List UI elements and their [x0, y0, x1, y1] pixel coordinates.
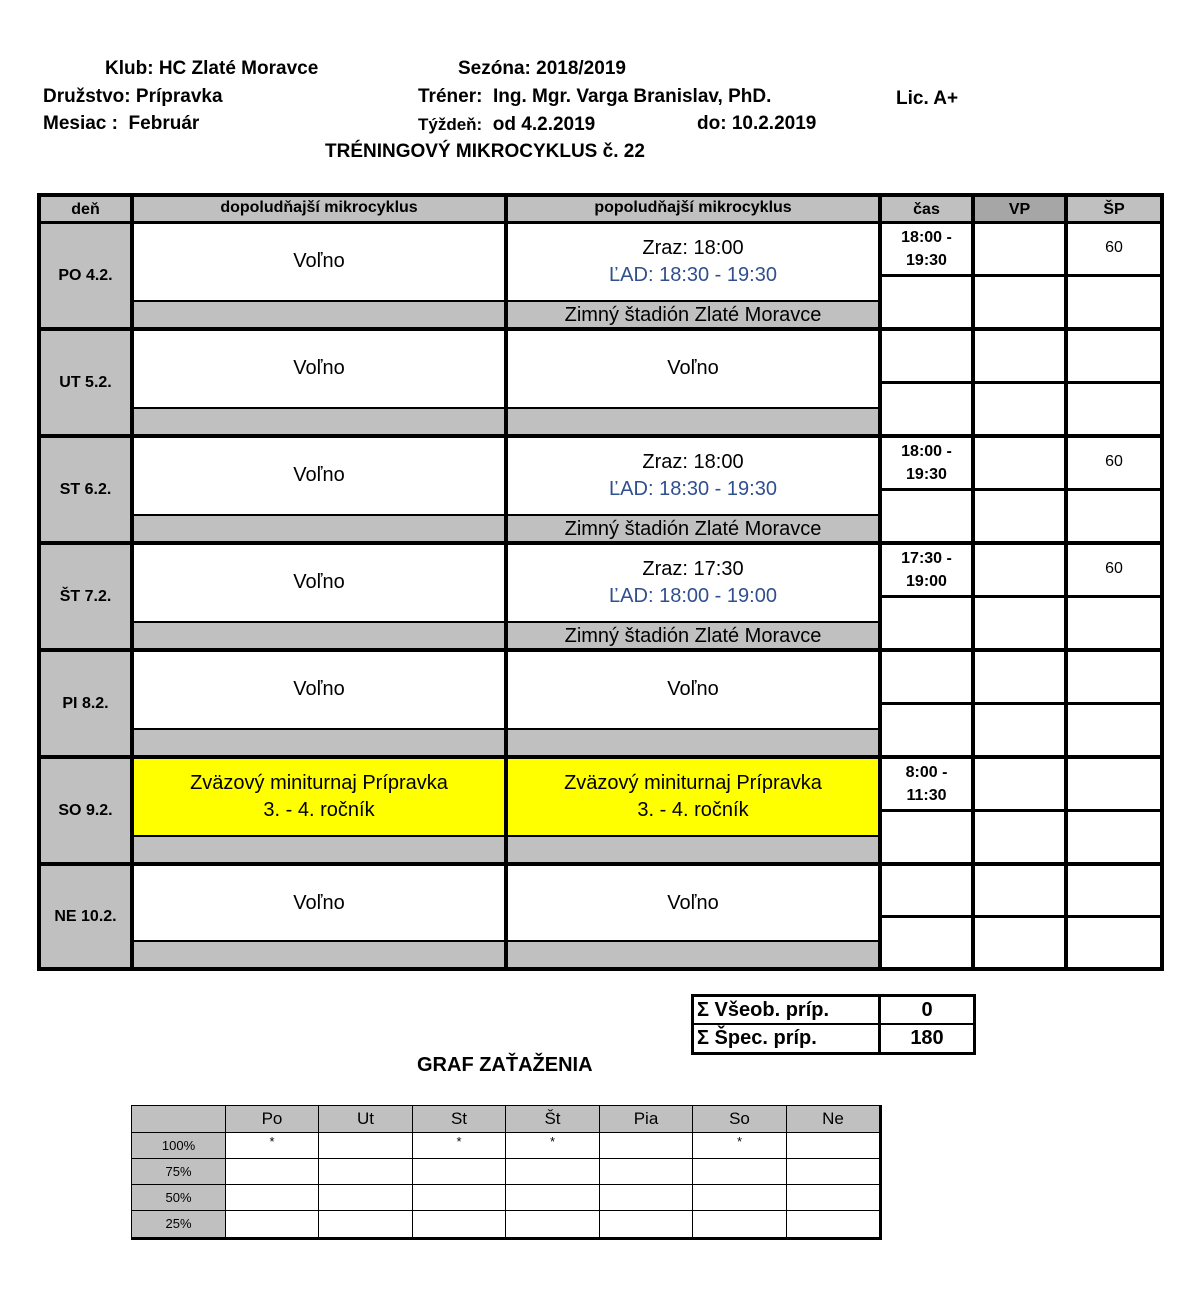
activity-text: Voľno: [293, 464, 345, 486]
morning-activity: [134, 545, 504, 621]
vp-empty: [975, 918, 1064, 967]
graph-level-label: 50%: [132, 1185, 225, 1210]
vp-value: [975, 438, 1064, 488]
coach-line: [418, 86, 771, 108]
morning-activity: [134, 224, 504, 300]
graph-mark: [506, 1185, 599, 1210]
sp-empty: [1068, 384, 1160, 434]
graph-mark: [506, 1211, 599, 1237]
col-header-morning: dopoludňajší mikrocyklus: [134, 197, 504, 221]
time-slot: [882, 331, 971, 381]
graph-mark: *: [506, 1133, 599, 1158]
tournament-grade: 3. - 4. ročník: [637, 799, 749, 821]
coach-name: Ing. Mgr. Varga Branislav, PhD.: [492, 86, 772, 107]
vp-empty: [975, 812, 1064, 862]
graph-mark: [600, 1211, 692, 1237]
time-slot: [882, 224, 971, 274]
day-label: ST 6.2.: [41, 438, 130, 541]
sp-value: [1068, 331, 1160, 381]
vp-value: [975, 759, 1064, 809]
month-value: Február: [128, 113, 200, 134]
day-label: PO 4.2.: [41, 224, 130, 327]
graph-level-label: 75%: [132, 1159, 225, 1184]
graph-mark: [226, 1211, 318, 1237]
graph-day-header: Ut: [319, 1106, 412, 1132]
afternoon-venue: [508, 409, 878, 434]
graph-title: GRAF ZAŤAŽENIA: [417, 1054, 593, 1076]
time-end: 19:30: [906, 466, 947, 483]
vp-empty: [975, 598, 1064, 648]
vp-empty: [975, 277, 1064, 327]
afternoon-activity: [508, 331, 878, 407]
col-header-vp: VP: [975, 197, 1064, 221]
vp-value: [975, 331, 1064, 381]
graph-mark: [787, 1211, 879, 1237]
afternoon-venue: [508, 837, 878, 862]
week-line: [418, 114, 595, 136]
graph-mark: [787, 1185, 879, 1210]
morning-activity: [134, 759, 504, 835]
col-header-time: čas: [882, 197, 971, 221]
week-to: do: 10.2.2019: [697, 113, 817, 134]
club-name: HC Zlaté Moravce: [158, 58, 319, 79]
ice-time: ĽAD: 18:30 - 19:30: [609, 264, 777, 286]
time-slot: [882, 438, 971, 488]
month-line: [43, 113, 199, 135]
graph-level-label: 100%: [132, 1133, 225, 1158]
time-slot: [882, 545, 971, 595]
club-line: [105, 58, 318, 80]
vp-empty: [975, 491, 1064, 541]
graph-mark: [787, 1133, 879, 1158]
time-slot-empty: [882, 598, 971, 648]
afternoon-activity: [508, 759, 878, 835]
morning-venue: [134, 837, 504, 862]
time-slot-empty: [882, 384, 971, 434]
activity-text: Voľno: [293, 250, 345, 272]
graph-mark: [319, 1133, 412, 1158]
general-prep-value: 0: [881, 997, 973, 1023]
time-slot: [882, 866, 971, 915]
sp-empty: [1068, 812, 1160, 862]
sp-value: [1068, 866, 1160, 915]
ice-time: ĽAD: 18:00 - 19:00: [609, 585, 777, 607]
meeting-time: Zraz: 17:30: [642, 558, 744, 580]
graph-mark: [413, 1211, 505, 1237]
graph-day-header: Št: [506, 1106, 599, 1132]
afternoon-venue: Zimný štadión Zlaté Moravce: [508, 302, 878, 327]
season-label: Sezóna:: [458, 58, 531, 79]
time-slot: [882, 759, 971, 809]
afternoon-venue: Zimný štadión Zlaté Moravce: [508, 516, 878, 541]
graph-mark: [226, 1159, 318, 1184]
sp-empty: [1068, 918, 1160, 967]
activity-text: Voľno: [667, 357, 719, 379]
activity-text: Voľno: [667, 892, 719, 914]
ice-time: ĽAD: 18:30 - 19:30: [609, 478, 777, 500]
afternoon-activity: [508, 545, 878, 621]
activity-text: Voľno: [293, 357, 345, 379]
morning-activity: [134, 438, 504, 514]
afternoon-venue: [508, 942, 878, 967]
graph-mark: [600, 1185, 692, 1210]
time-end: 19:00: [906, 573, 947, 590]
coach-label: Tréner:: [418, 86, 483, 107]
sp-empty: [1068, 491, 1160, 541]
graph-mark: [693, 1211, 786, 1237]
graph-mark: [506, 1159, 599, 1184]
graph-mark: [600, 1133, 692, 1158]
graph-mark: [319, 1211, 412, 1237]
sp-value: 60: [1068, 224, 1160, 274]
season-line: [458, 58, 626, 80]
graph-mark: [226, 1185, 318, 1210]
time-slot: [882, 652, 971, 702]
week-from: od 4.2.2019: [492, 114, 596, 135]
day-label: ŠT 7.2.: [41, 545, 130, 648]
graph-day-header: So: [693, 1106, 786, 1132]
time-slot-empty: [882, 918, 971, 967]
general-prep-label: Σ Všeob. príp.: [694, 997, 878, 1023]
graph-corner: [132, 1106, 225, 1132]
morning-venue: [134, 942, 504, 967]
team-label: Družstvo:: [43, 86, 131, 107]
vp-value: [975, 652, 1064, 702]
page-title: TRÉNINGOVÝ MIKROCYKLUS č. 22: [325, 141, 645, 162]
graph-mark: *: [693, 1133, 786, 1158]
vp-empty: [975, 705, 1064, 755]
afternoon-activity: [508, 866, 878, 940]
time-end: 11:30: [906, 787, 947, 804]
vp-value: [975, 866, 1064, 915]
col-header-day: deň: [41, 197, 130, 221]
time-end: 19:30: [906, 252, 947, 269]
sp-value: 60: [1068, 438, 1160, 488]
season-value: 2018/2019: [536, 58, 626, 79]
sp-value: [1068, 652, 1160, 702]
afternoon-activity: [508, 652, 878, 728]
morning-venue: [134, 730, 504, 755]
sp-empty: [1068, 705, 1160, 755]
sp-value: 60: [1068, 545, 1160, 595]
time-start: 18:00 -: [901, 229, 952, 246]
day-label: PI 8.2.: [41, 652, 130, 755]
week-label: Týždeň:: [418, 115, 483, 134]
tournament-name: Zväzový miniturnaj Prípravka: [190, 772, 448, 794]
meeting-time: Zraz: 18:00: [642, 451, 744, 473]
graph-mark: [413, 1185, 505, 1210]
graph-mark: [693, 1185, 786, 1210]
graph-day-header: Ne: [787, 1106, 879, 1132]
day-label: SO 9.2.: [41, 759, 130, 862]
team-line: [43, 86, 223, 108]
graph-mark: [787, 1159, 879, 1184]
schedule-table: [37, 193, 1164, 971]
graph-mark: *: [413, 1133, 505, 1158]
activity-text: Voľno: [293, 892, 345, 914]
license: Lic. A+: [896, 88, 959, 109]
graph-day-header: Po: [226, 1106, 318, 1132]
graph-day-header: St: [413, 1106, 505, 1132]
activity-text: Voľno: [293, 678, 345, 700]
morning-activity: [134, 652, 504, 728]
morning-activity: [134, 331, 504, 407]
time-slot-empty: [882, 491, 971, 541]
graph-level-label: 25%: [132, 1211, 225, 1237]
activity-text: Voľno: [293, 571, 345, 593]
activity-text: Voľno: [667, 678, 719, 700]
graph-mark: *: [226, 1133, 318, 1158]
special-prep-label: Σ Špec. príp.: [694, 1025, 878, 1052]
vp-value: [975, 545, 1064, 595]
morning-venue: [134, 302, 504, 327]
graph-mark: [600, 1159, 692, 1184]
graph-day-header: Pia: [600, 1106, 692, 1132]
graph-mark: [413, 1159, 505, 1184]
sum-box: [691, 994, 976, 1055]
club-label: Klub:: [105, 58, 154, 79]
meeting-time: Zraz: 18:00: [642, 237, 744, 259]
load-graph: [131, 1105, 882, 1240]
time-start: 17:30 -: [901, 550, 952, 567]
time-slot-empty: [882, 705, 971, 755]
day-label: NE 10.2.: [41, 866, 130, 967]
sp-value: [1068, 759, 1160, 809]
vp-empty: [975, 384, 1064, 434]
col-header-sp: ŠP: [1068, 197, 1160, 221]
graph-mark: [693, 1159, 786, 1184]
time-slot-empty: [882, 812, 971, 862]
sp-empty: [1068, 598, 1160, 648]
team-name: Prípravka: [135, 86, 223, 107]
morning-venue: [134, 623, 504, 648]
tournament-name: Zväzový miniturnaj Prípravka: [564, 772, 822, 794]
graph-mark: [319, 1159, 412, 1184]
morning-venue: [134, 409, 504, 434]
graph-mark: [319, 1185, 412, 1210]
afternoon-activity: [508, 438, 878, 514]
sp-empty: [1068, 277, 1160, 327]
time-start: 8:00 -: [905, 764, 948, 781]
afternoon-activity: [508, 224, 878, 300]
afternoon-venue: Zimný štadión Zlaté Moravce: [508, 623, 878, 648]
col-header-afternoon: popoludňajší mikrocyklus: [508, 197, 878, 221]
time-start: 18:00 -: [901, 443, 952, 460]
morning-activity: [134, 866, 504, 940]
morning-venue: [134, 516, 504, 541]
tournament-grade: 3. - 4. ročník: [263, 799, 375, 821]
afternoon-venue: [508, 730, 878, 755]
day-label: UT 5.2.: [41, 331, 130, 434]
vp-value: [975, 224, 1064, 274]
time-slot-empty: [882, 277, 971, 327]
special-prep-value: 180: [881, 1025, 973, 1052]
month-label: Mesiac :: [43, 113, 118, 134]
